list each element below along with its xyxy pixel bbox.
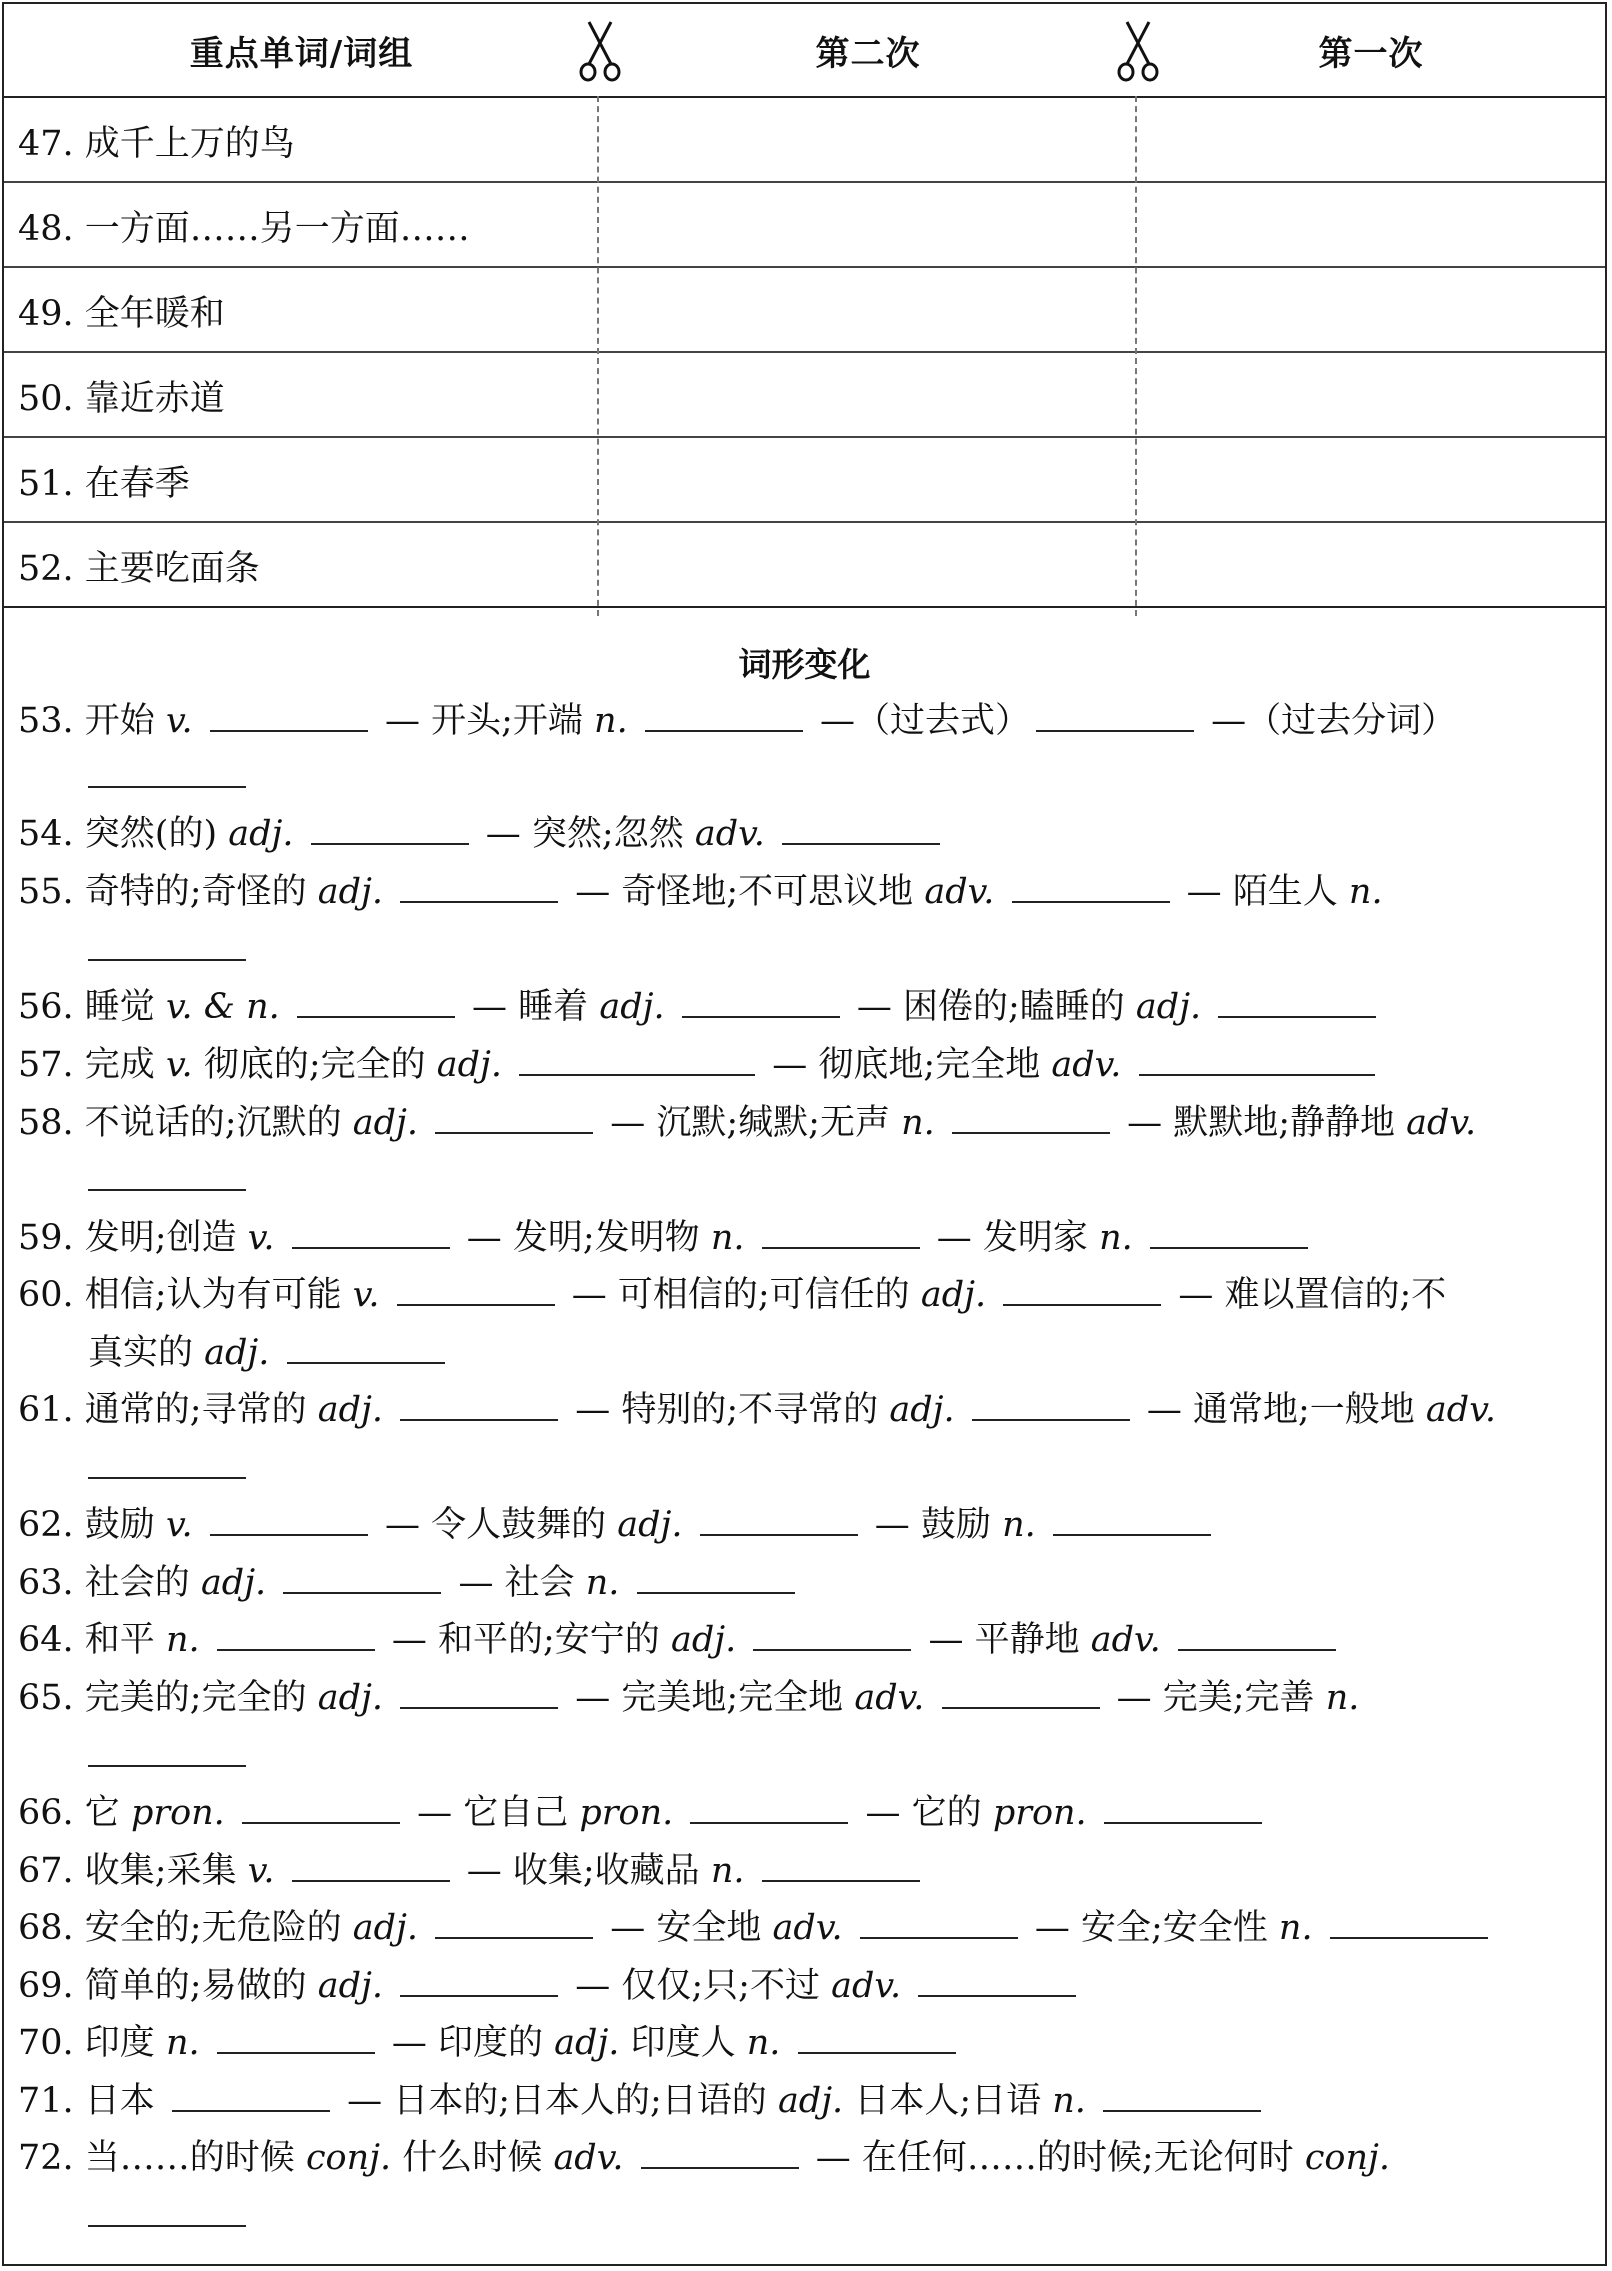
answer-blank[interactable] — [88, 1735, 246, 1767]
table-row — [4, 268, 1605, 353]
answer-blank[interactable] — [1012, 871, 1170, 903]
answer-blank[interactable] — [297, 986, 455, 1018]
answer-blank[interactable] — [400, 1677, 558, 1709]
answer-blank[interactable] — [1139, 1044, 1375, 1076]
answer-blank[interactable] — [1218, 986, 1376, 1018]
word-form-item-67: 67. 收集;采集 v. — 收集;收藏品 n. — [18, 1849, 926, 1893]
table-row — [4, 438, 1605, 523]
answer-blank[interactable] — [762, 1850, 920, 1882]
answer-blank[interactable] — [210, 1504, 368, 1536]
phrase-text: 47. 成千上万的鸟 — [18, 123, 295, 164]
answer-blank[interactable] — [682, 986, 840, 1018]
answer-blank[interactable] — [283, 1562, 441, 1594]
answer-blank[interactable] — [860, 1907, 1018, 1939]
answer-blank[interactable] — [1104, 1792, 1262, 1824]
word-form-item-58-cont — [88, 1158, 252, 1202]
word-form-item-72-cont — [88, 2194, 252, 2238]
word-form-item-53-cont — [88, 755, 252, 799]
word-form-item-55-cont — [88, 928, 252, 972]
answer-blank[interactable] — [400, 1965, 558, 1997]
answer-blank[interactable] — [1330, 1907, 1488, 1939]
answer-blank[interactable] — [88, 1447, 246, 1479]
answer-blank[interactable] — [400, 1389, 558, 1421]
answer-blank[interactable] — [1150, 1217, 1308, 1249]
answer-blank[interactable] — [242, 1792, 400, 1824]
word-form-item-69: 69. 简单的;易做的 adj. — 仅仅;只;不过 adv. — [18, 1964, 1082, 2008]
answer-blank[interactable] — [918, 1965, 1076, 1997]
phrase-text: 51. 在春季 — [18, 463, 190, 504]
phrase-text: 49. 全年暖和 — [18, 293, 225, 334]
answer-blank[interactable] — [397, 1274, 555, 1306]
answer-blank[interactable] — [292, 1850, 450, 1882]
header-second-time: 第二次 — [815, 33, 921, 74]
answer-blank[interactable] — [753, 1619, 911, 1651]
word-form-item-68: 68. 安全的;无危险的 adj. — 安全地 adv. — 安全;安全性 n. — [18, 1906, 1494, 1950]
cut-line — [597, 96, 599, 616]
answer-blank[interactable] — [435, 1102, 593, 1134]
header-key-words: 重点单词/词组 — [189, 33, 414, 74]
word-form-item-60-cont: 真实的 adj. — [88, 1331, 451, 1375]
vocab-table — [4, 4, 1605, 608]
answer-blank[interactable] — [762, 1217, 920, 1249]
answer-blank[interactable] — [972, 1389, 1130, 1421]
table-row — [4, 523, 1605, 608]
word-form-item-57: 57. 完成 v. 彻底的;完全的 adj. — 彻底地;完全地 adv. — [18, 1043, 1381, 1087]
word-form-item-63: 63. 社会的 adj. — 社会 n. — [18, 1561, 801, 1605]
phrase-text: 50. 靠近赤道 — [18, 378, 225, 419]
word-form-item-56: 56. 睡觉 v. & n. — 睡着 adj. — 困倦的;瞌睡的 adj. — [18, 985, 1382, 1029]
phrase-text: 48. 一方面……另一方面…… — [18, 208, 470, 249]
table-row — [4, 98, 1605, 183]
answer-blank[interactable] — [1003, 1274, 1161, 1306]
header-first-time: 第一次 — [1318, 33, 1424, 74]
table-row — [4, 183, 1605, 268]
word-form-item-70: 70. 印度 n. — 印度的 adj. 印度人 n. — [18, 2021, 962, 2065]
section-title: 词形变化 — [738, 645, 871, 684]
word-form-item-61: 61. 通常的;寻常的 adj. — 特别的;不寻常的 adj. — 通常地;一般地 adv. — [18, 1390, 1496, 1430]
word-form-item-55: 55. 奇特的;奇怪的 adj. — 奇怪地;不可思议地 adv. — 陌生人 n. — [18, 872, 1383, 912]
word-form-item-62: 62. 鼓励 v. — 令人鼓舞的 adj. — 鼓励 n. — [18, 1503, 1217, 1547]
word-form-item-54: 54. 突然(的) adj. — 突然;忽然 adv. — [18, 812, 946, 856]
cut-line — [1135, 96, 1137, 616]
answer-blank[interactable] — [690, 1792, 848, 1824]
answer-blank[interactable] — [292, 1217, 450, 1249]
answer-blank[interactable] — [798, 2022, 956, 2054]
answer-blank[interactable] — [782, 813, 940, 845]
answer-blank[interactable] — [952, 1102, 1110, 1134]
word-form-item-53: 53. 开始 v. — 开头;开端 n. —（过去式） —（过去分词） — [18, 701, 1457, 741]
word-form-item-59: 59. 发明;创造 v. — 发明;发明物 n. — 发明家 n. — [18, 1216, 1314, 1260]
word-form-item-64: 64. 和平 n. — 和平的;安宁的 adj. — 平静地 adv. — [18, 1618, 1342, 1662]
answer-blank[interactable] — [1103, 2080, 1261, 2112]
answer-blank[interactable] — [400, 871, 558, 903]
word-form-item-58: 58. 不说话的;沉默的 adj. — 沉默;缄默;无声 n. — 默默地;静静地 adv. — [18, 1103, 1477, 1143]
answer-blank[interactable] — [1178, 1619, 1336, 1651]
answer-blank[interactable] — [217, 2022, 375, 2054]
answer-blank[interactable] — [217, 1619, 375, 1651]
word-form-item-71: 71. 日本 — 日本的;日本人的;日语的 adj. 日本人;日语 n. — [18, 2079, 1267, 2123]
answer-blank[interactable] — [172, 2080, 330, 2112]
word-form-item-60: 60. 相信;认为有可能 v. — 可相信的;可信任的 adj. — 难以置信的;不 — [18, 1275, 1447, 1315]
word-form-item-66: 66. 它 pron. — 它自己 pron. — 它的 pron. — [18, 1791, 1268, 1835]
answer-blank[interactable] — [88, 756, 246, 788]
word-form-item-65-cont — [88, 1734, 252, 1778]
worksheet — [2, 2, 1607, 2266]
word-form-item-72: 72. 当……的时候 conj. 什么时候 adv. — 在任何……的时候;无论何时 conj. — [18, 2138, 1391, 2178]
answer-blank[interactable] — [700, 1504, 858, 1536]
answer-blank[interactable] — [1053, 1504, 1211, 1536]
answer-blank[interactable] — [88, 2195, 246, 2227]
word-form-item-61-cont — [88, 1446, 252, 1490]
answer-blank[interactable] — [88, 929, 246, 961]
word-form-item-65: 65. 完美的;完全的 adj. — 完美地;完全地 adv. — 完美;完善 n. — [18, 1678, 1360, 1718]
scissors-icon — [1115, 18, 1161, 82]
answer-blank[interactable] — [287, 1332, 445, 1364]
answer-blank[interactable] — [311, 813, 469, 845]
answer-blank[interactable] — [88, 1159, 246, 1191]
answer-blank[interactable] — [637, 1562, 795, 1594]
table-row — [4, 353, 1605, 438]
answer-blank[interactable] — [641, 2137, 799, 2169]
phrase-text: 52. 主要吃面条 — [18, 548, 260, 589]
answer-blank[interactable] — [210, 700, 368, 732]
answer-blank[interactable] — [645, 700, 803, 732]
table-header — [4, 4, 1605, 98]
answer-blank[interactable] — [435, 1907, 593, 1939]
answer-blank[interactable] — [519, 1044, 755, 1076]
answer-blank[interactable] — [1036, 700, 1194, 732]
scissors-icon — [577, 18, 623, 82]
answer-blank[interactable] — [942, 1677, 1100, 1709]
